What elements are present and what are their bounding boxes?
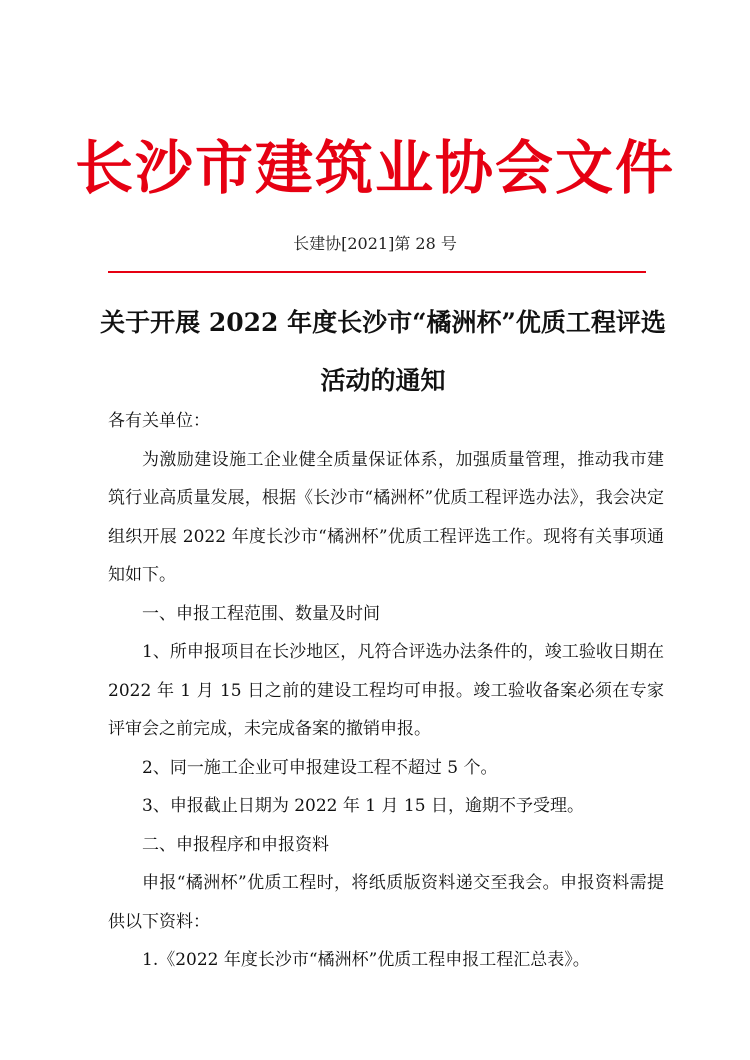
intro-paragraph: 为激励建设施工企业健全质量保证体系，加强质量管理，推动我市建筑行业高质量发展，根据《长沙市“橘洲杯”优质工程评选办法》，我会决定组织开展 2022 年度长沙市“橘洲杯”优质工程评选工作。现将有关事项通知如下。 [108, 449, 664, 585]
section-2-paragraph: 申报“橘洲杯”优质工程时，将纸质版资料递交至我会。申报资料需提供以下资料： [108, 873, 664, 932]
requirement-item-3: 3、申报截止日期为 2022 年 1 月 15 日，逾期不予受理。 [142, 796, 584, 816]
notice-title: 关于开展 2022 年度长沙市“橘洲杯”优质工程评选活动的通知 [100, 308, 666, 395]
requirement-item-1: 1、所申报项目在长沙地区，凡符合评选办法条件的，竣工验收日期在 2022 年 1 月 15 日之前的建设工程均可申报。竣工验收备案必须在专家评审会之前完成，未完成备案的撤销申报。 [108, 642, 664, 739]
material-item-1: 1.《2022 年度长沙市“橘洲杯”优质工程申报工程汇总表》。 [142, 950, 590, 970]
document-number: 长建协[2021]第 28 号 [293, 234, 457, 253]
section-heading-2: 二、申报程序和申报资料 [142, 834, 329, 855]
section-heading-1: 一、申报工程范围、数量及时间 [142, 603, 380, 624]
red-divider-line [108, 271, 646, 273]
salutation: 各有关单位： [108, 411, 210, 431]
notice-body [108, 402, 664, 980]
requirement-item-2: 2、同一施工企业可申报建设工程不超过 5 个。 [142, 757, 498, 778]
issuer-title: 长沙市建筑业协会文件 [74, 134, 675, 202]
